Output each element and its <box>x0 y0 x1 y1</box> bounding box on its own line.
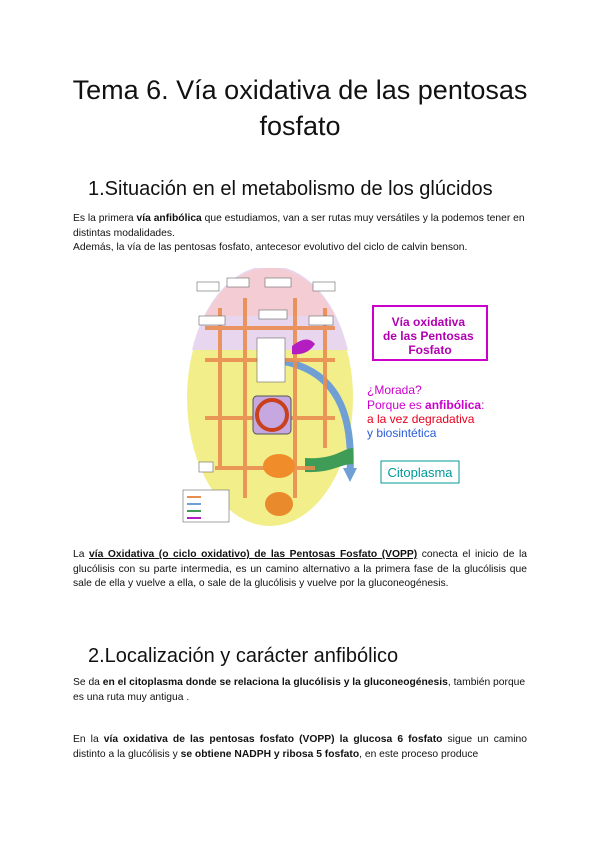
top-zone <box>205 268 335 316</box>
page-title: Tema 6. Vía oxidativa de las pentosas fosfato <box>72 75 528 141</box>
callout-line-2: de las Pentosas <box>382 329 474 343</box>
section-2-paragraph-2: En la vía oxidativa de las pentosas fosfato (VOPP) la glucosa 6 fosfato sigue un camino distinto a la glucólisis y se obtiene NADPH y ribosa 5 fosfato, en este proceso produce <box>73 734 527 760</box>
callout-line-1: Vía oxidativa <box>391 315 466 329</box>
section-2-heading: 2.Localización y carácter anfibólico <box>88 645 399 667</box>
reason-label: Porque es anfibólica: <box>367 398 485 412</box>
biosynthetic-label: y biosintética <box>367 426 437 440</box>
section-1-paragraph-3: La vía Oxidativa (o ciclo oxidativo) de las Pentosas Fosfato (VOPP) conecta el inicio de la glucólisis con su parte intermedia, es un camino alternativo a la primera fase de la glucólisis que sale de ella y vuelve a ella, o sale de la glucólisis y vuelve por la gluconeogénesis. <box>73 549 527 589</box>
question-label: ¿Morada? <box>367 383 422 397</box>
section-1-paragraph-2: Además, la vía de las pentosas fosfato, antecesor evolutivo del ciclo de calvin benson. <box>73 242 468 253</box>
callout-line-3: Fosfato <box>408 343 452 357</box>
mitochondria-node <box>263 454 295 478</box>
section-1-paragraph-1: Es la primera vía anfibólica que estudiamos, van a ser rutas muy versátiles y la podemos tener en distintas modalidades. <box>73 213 525 239</box>
metabolism-diagram <box>175 268 515 536</box>
metabolism-diagram-svg <box>175 268 515 536</box>
section-2-paragraph-1: Se da en el citoplasma donde se relaciona la glucólisis y la gluconeogénesis, también porque es una ruta muy antigua . <box>73 677 526 703</box>
cytoplasm-label: Citoplasma <box>387 465 453 480</box>
degradative-label: a la vez degradativa <box>367 412 475 426</box>
section-1-heading: 1.Situación en el metabolismo de los glúcidos <box>88 178 493 200</box>
